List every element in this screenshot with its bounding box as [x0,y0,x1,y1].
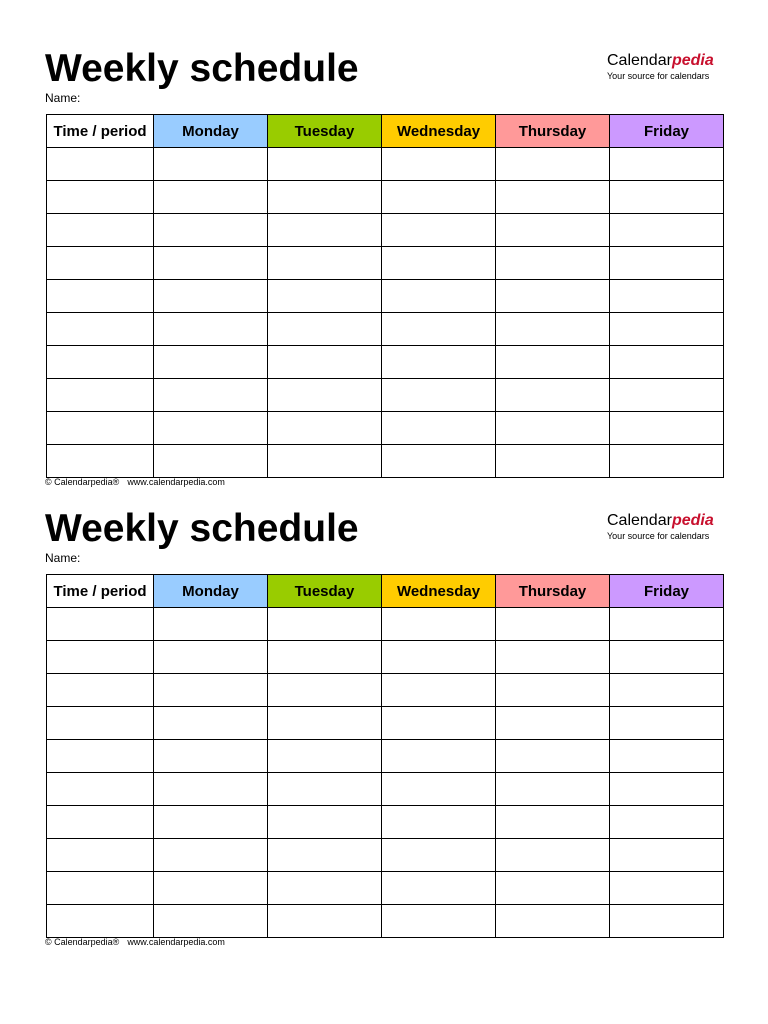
column-header-thursday: Thursday [496,115,610,148]
header-row [47,115,724,148]
column-header-wednesday: Wednesday [382,575,496,608]
schedule-cell[interactable] [268,806,382,839]
table-row [47,773,724,806]
schedule-cell[interactable] [382,839,496,872]
schedule-cell[interactable] [268,313,382,346]
schedule-cell[interactable] [382,608,496,641]
table-row [47,346,724,379]
schedule-cell[interactable] [154,740,268,773]
schedule-cell[interactable] [496,214,610,247]
schedule-cell[interactable] [382,707,496,740]
schedule-cell[interactable] [382,148,496,181]
page-title: Weekly schedule [45,507,359,550]
schedule-cell[interactable] [496,280,610,313]
schedule-cell[interactable] [154,608,268,641]
table-row [47,412,724,445]
schedule-cell[interactable] [382,379,496,412]
schedule-cell[interactable] [496,247,610,280]
time-period-cell[interactable] [47,313,154,346]
schedule-cell[interactable] [268,148,382,181]
table-row [47,313,724,346]
schedule-table [46,574,724,938]
schedule-cell[interactable] [610,379,724,412]
schedule-cell[interactable] [154,412,268,445]
schedule-cell[interactable] [154,641,268,674]
table-row [47,379,724,412]
table-row [47,740,724,773]
schedule-cell[interactable] [610,608,724,641]
schedule-cell[interactable] [610,346,724,379]
schedule-cell[interactable] [610,674,724,707]
column-header-time-period: Time / period [47,575,154,608]
schedule-cell[interactable] [154,806,268,839]
column-header-tuesday: Tuesday [268,575,382,608]
time-period-cell[interactable] [47,181,154,214]
schedule-cell[interactable] [496,313,610,346]
schedule-cell[interactable] [268,707,382,740]
table-row [47,872,724,905]
time-period-cell[interactable] [47,872,154,905]
column-header-friday: Friday [610,115,724,148]
brand-name-plain: Calendar [607,512,672,529]
time-period-cell[interactable] [47,641,154,674]
schedule-cell[interactable] [496,379,610,412]
schedule-cell[interactable] [154,379,268,412]
schedule-cell[interactable] [268,181,382,214]
schedule-cell[interactable] [610,313,724,346]
schedule-cell[interactable] [154,280,268,313]
table-row [47,214,724,247]
schedule-table [46,114,724,478]
schedule-cell[interactable] [496,346,610,379]
time-period-cell[interactable] [47,608,154,641]
schedule-cell[interactable] [382,346,496,379]
calendarpedia-logo [607,512,727,542]
schedule-cell[interactable] [496,707,610,740]
schedule-cell[interactable] [382,280,496,313]
schedule-cell[interactable] [382,872,496,905]
table-row [47,608,724,641]
table-row [47,280,724,313]
schedule-cell[interactable] [610,839,724,872]
schedule-cell[interactable] [496,872,610,905]
schedule-cell[interactable] [382,247,496,280]
column-header-time-period: Time / period [47,115,154,148]
schedule-cell[interactable] [154,214,268,247]
schedule-cell[interactable] [382,641,496,674]
schedule-cell[interactable] [496,806,610,839]
schedule-cell[interactable] [496,740,610,773]
schedule-cell[interactable] [496,412,610,445]
schedule-cell[interactable] [610,707,724,740]
schedule-cell[interactable] [154,707,268,740]
schedule-cell[interactable] [382,773,496,806]
brand-tagline: Your source for calendars [607,71,710,81]
table-row [47,905,724,938]
schedule-cell[interactable] [610,280,724,313]
schedule-cell[interactable] [610,740,724,773]
table-row [47,674,724,707]
schedule-cell[interactable] [154,905,268,938]
schedule-cell[interactable] [610,773,724,806]
table-row [47,806,724,839]
schedule-cell[interactable] [496,608,610,641]
schedule-cell[interactable] [268,839,382,872]
footer [45,937,225,948]
schedule-cell[interactable] [610,641,724,674]
schedule-cell[interactable] [268,280,382,313]
schedule-cell[interactable] [154,148,268,181]
schedule-cell[interactable] [496,641,610,674]
schedule-cell[interactable] [268,740,382,773]
time-period-cell[interactable] [47,412,154,445]
name-label: Name: [45,551,81,565]
schedule-cell[interactable] [382,806,496,839]
schedule-cell[interactable] [268,641,382,674]
schedule-cell[interactable] [496,773,610,806]
time-period-cell[interactable] [47,247,154,280]
schedule-cell[interactable] [382,905,496,938]
table-row [47,181,724,214]
schedule-cell[interactable] [268,412,382,445]
schedule-cell[interactable] [496,839,610,872]
schedule-cell[interactable] [154,247,268,280]
schedule-cell[interactable] [610,148,724,181]
schedule-cell[interactable] [610,247,724,280]
time-period-cell[interactable] [47,148,154,181]
schedule-cell[interactable] [154,872,268,905]
schedule-cell[interactable] [382,181,496,214]
brand-name-plain: Calendar [607,52,672,69]
column-header-thursday: Thursday [496,575,610,608]
table-row [47,247,724,280]
schedule-cell[interactable] [154,773,268,806]
schedule-cell[interactable] [154,181,268,214]
header-row [47,575,724,608]
time-period-cell[interactable] [47,707,154,740]
brand-name-accent: pedia [671,512,714,529]
schedule-cell[interactable] [610,872,724,905]
time-period-cell[interactable] [47,773,154,806]
table-row [47,707,724,740]
schedule-cell[interactable] [154,313,268,346]
schedule-cell[interactable] [382,214,496,247]
schedule-cell[interactable] [154,346,268,379]
schedule-cell[interactable] [268,214,382,247]
time-period-cell[interactable] [47,839,154,872]
table-row [47,148,724,181]
schedule-cell[interactable] [496,181,610,214]
weekly-schedule-1 [0,0,768,487]
schedule-cell[interactable] [382,412,496,445]
column-header-monday: Monday [154,115,268,148]
schedule-cell[interactable] [610,905,724,938]
brand-name [607,512,727,530]
schedule-cell[interactable] [268,247,382,280]
column-header-tuesday: Tuesday [268,115,382,148]
brand-name-accent: pedia [671,52,714,69]
time-period-cell[interactable] [47,806,154,839]
schedule-cell[interactable] [610,181,724,214]
calendarpedia-logo [607,52,727,82]
time-period-cell[interactable] [47,674,154,707]
copyright-text: © Calendarpedia® [45,477,120,487]
column-header-friday: Friday [610,575,724,608]
time-period-cell[interactable] [47,214,154,247]
schedule-cell[interactable] [610,412,724,445]
schedule-cell[interactable] [382,740,496,773]
brand-tagline: Your source for calendars [607,531,710,541]
schedule-cell[interactable] [154,674,268,707]
time-period-cell[interactable] [47,740,154,773]
schedule-cell[interactable] [496,674,610,707]
schedule-cell[interactable] [496,905,610,938]
time-period-cell[interactable] [47,379,154,412]
time-period-cell[interactable] [47,905,154,938]
schedule-cell[interactable] [268,608,382,641]
schedule-cell[interactable] [268,674,382,707]
schedule-cell[interactable] [268,346,382,379]
website-url: www.calendarpedia.com [127,937,225,947]
page-title: Weekly schedule [45,47,359,90]
brand-name [607,52,727,70]
time-period-cell[interactable] [47,280,154,313]
table-row [47,641,724,674]
column-header-monday: Monday [154,575,268,608]
schedule-cell[interactable] [382,674,496,707]
schedule-cell[interactable] [268,905,382,938]
time-period-cell[interactable] [47,346,154,379]
schedule-cell[interactable] [268,379,382,412]
weekly-schedule-2 [0,460,768,947]
schedule-cell[interactable] [496,148,610,181]
schedule-body [47,608,724,938]
website-url: www.calendarpedia.com [127,477,225,487]
schedule-body [47,148,724,478]
schedule-cell[interactable] [154,839,268,872]
name-label: Name: [45,91,81,105]
table-row [47,839,724,872]
schedule-cell[interactable] [610,214,724,247]
schedule-cell[interactable] [268,773,382,806]
schedule-cell[interactable] [610,806,724,839]
schedule-cell[interactable] [382,313,496,346]
copyright-text: © Calendarpedia® [45,937,120,947]
schedule-cell[interactable] [268,872,382,905]
column-header-wednesday: Wednesday [382,115,496,148]
